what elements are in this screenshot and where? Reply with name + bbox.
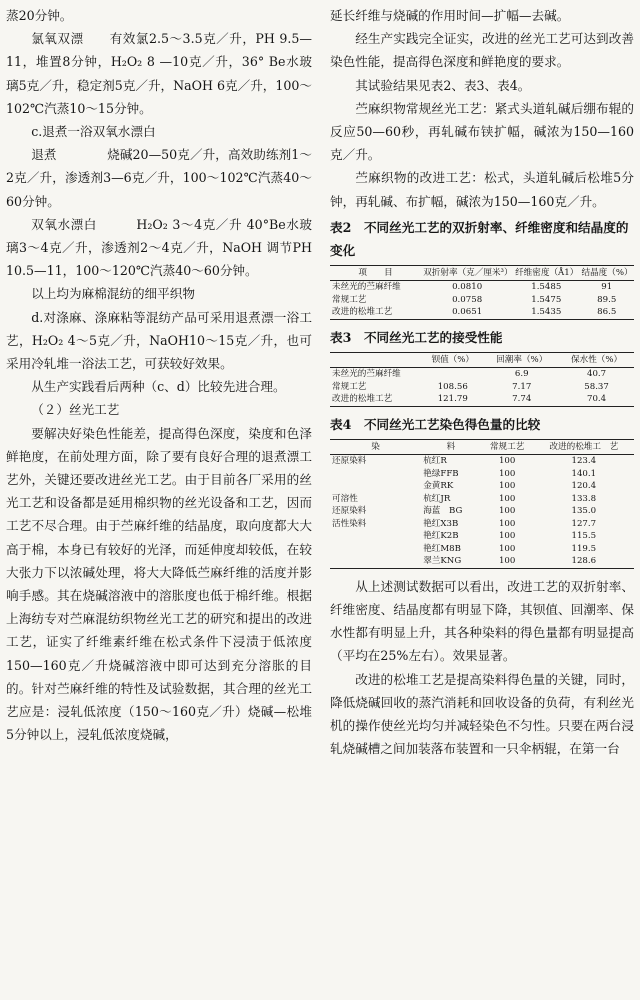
table4-cell: 艳红X3B	[423, 518, 459, 529]
table4-cell: 艳红M8B	[423, 543, 461, 554]
table4-cell	[330, 480, 421, 493]
table4-cell: 120.4	[571, 481, 597, 492]
right-paragraph: 其试验结果见表2、表3、表4。	[355, 77, 531, 93]
table4-cell: 100	[498, 493, 516, 504]
left-paragraph: d.对涤麻、涤麻粘等混纺产品可采用退煮漂一浴工艺，H₂O₂ 4～5克／升，NaOH10～15克／升，也可采用冷轧堆一浴法工艺，可获较好效果。	[6, 309, 312, 372]
table3-cell: 40.7	[587, 369, 607, 380]
table3-cell: 121.79	[437, 394, 468, 405]
table3-caption: 表3 不同丝光工艺的接受性能	[330, 329, 503, 345]
table3-cell: 7.17	[512, 381, 532, 392]
table4-cell: 100	[498, 531, 516, 542]
table2-cell: 1.5485	[531, 282, 562, 293]
left-paragraph: 双氧水漂白 H₂O₂ 3～4克／升 40°Be水玻璃3～4克／升，渗透剂2～4克／升，NaOH 调节PH 10.5—11，100～120℃汽蒸40～60分钟。	[6, 216, 312, 279]
table4-cell: 100	[498, 543, 516, 554]
table4-row	[330, 505, 634, 518]
table3-cell: 常规工艺	[332, 381, 367, 392]
table4	[330, 439, 634, 569]
table2-header-cell: 项 目	[330, 265, 421, 281]
table4-header-cell: 常规工艺	[481, 439, 534, 455]
left-paragraph: 氯氧双漂 有效氯2.5～3.5克／升，PH 9.5—11，堆置8分钟，H₂O₂ 8 —10克／升，36° Be水玻璃5克／升，稳定剂5克／升，NaOH 6克／升，100～102℃汽蒸10～15分钟。	[6, 31, 313, 116]
table2-cell: 89.5	[597, 294, 617, 305]
table3-header-cell	[330, 352, 421, 368]
left-paragraph: （２）丝光工艺	[31, 402, 120, 418]
table3-cell: 7.74	[512, 394, 532, 405]
table3-row	[330, 393, 634, 406]
table4-cell: 金黄RK	[423, 481, 454, 492]
table4-cell: 119.5	[571, 543, 597, 554]
table2-row	[330, 306, 634, 319]
table4-row	[330, 493, 634, 506]
table4-cell: 可溶性	[332, 493, 358, 504]
table3-cell: 6.9	[514, 369, 529, 380]
table3-cell: 未丝光的苎麻纤维	[332, 369, 401, 380]
left-paragraph: 从生产实践看后两种（c、d）比较先进合理。	[31, 379, 286, 395]
table2-row	[330, 281, 634, 294]
left-paragraph: 蒸20分钟。	[6, 8, 73, 23]
table4-cell: 133.8	[571, 493, 597, 504]
table2-header-cell: 纤维密度（Å1）	[513, 265, 579, 281]
table3-header-cell: 回潮率（%）	[484, 352, 559, 368]
table4-cell: 100	[498, 456, 516, 467]
table4-cell: 100	[498, 506, 516, 517]
table4-cell: 杭红JR	[423, 493, 451, 504]
table2-block	[330, 216, 634, 320]
table4-row	[330, 555, 634, 568]
table2-header-cell: 双折射率（克／厘米³）	[421, 265, 513, 281]
table3-row	[330, 368, 634, 381]
table4-cell: 127.7	[571, 518, 597, 529]
table2-cell: 86.5	[597, 307, 617, 318]
right-paragraph: 从上述测试数据可以看出，改进工艺的双折射率、纤维密度、结晶度都有明显下降，其钡值、回潮率、保水性都有明显上升，其各种染料的得色量都有明显提高（平均在25%左右）。效果显著。	[330, 578, 634, 664]
table2-header-cell: 结晶度（%）	[579, 265, 634, 281]
table4-header-cell: 料	[421, 439, 480, 455]
right-column	[330, 4, 634, 760]
table4-cell: 128.6	[571, 556, 597, 567]
table2-caption: 表2 不同丝光工艺的双折射率、纤维密度和结晶度的变化	[330, 219, 629, 258]
table2-cell: 改进的松堆工艺	[332, 307, 393, 318]
table4-cell: 100	[498, 518, 516, 529]
table3-cell: 70.4	[587, 394, 607, 405]
table2-cell: 0.0758	[452, 294, 483, 305]
table4-cell: 艳红K2B	[423, 531, 459, 542]
table4-row	[330, 480, 634, 493]
table4-cell: 翠兰KNG	[423, 556, 462, 567]
right-paragraph: 延长纤维与烧碱的作用时间—扩幅—去碱。	[330, 8, 570, 23]
table4-cell: 活性染料	[332, 518, 367, 529]
table2-cell: 91	[601, 282, 613, 293]
table4-cell: 100	[498, 481, 516, 492]
right-top-text	[330, 4, 634, 213]
right-paragraph: 苎麻织物的改进工艺：松式，头道轧碱后松堆5分钟，再轧碱、布扩幅，碱浓为150—160克／升。	[330, 170, 634, 209]
left-paragraph: 要解决好染色性能差，提高得色深度，染度和色泽鲜艳度，在前处理方面，除了要有良好合理的退煮漂工艺外，关键还要改进丝光工艺。由于目前各厂采用的丝光工艺和设备都是延用棉织物的丝光设备和工艺，因而工艺不尽合理。由于苎麻纤维的结晶度，取向度都大大高于棉，本身已有较好的光泽，而延伸度却较低，在较大张力下以浓碱处理，将大大降低苎麻纤维的活度并影响手感。其在烧碱溶液中的溶胀度也低于棉纤维。根据上海纺专对苎麻混纺织物丝光工艺的研究和提出的改进工艺，证实了纤维素纤维在松式条件下浸渍于低浓度150—160克／升烧碱溶液中即可达到充分溶胀的目的。针对苎麻纤维的特性及试验数据，其合理的丝光工艺应是：浸轧低浓度（150～160克／升）烧碱—松堆5分钟以上，浸轧低浓度烧碱，	[6, 425, 312, 743]
table3-block	[330, 326, 634, 407]
right-bottom-text	[330, 575, 634, 761]
table2-cell: 常规工艺	[332, 294, 367, 305]
table4-header-cell: 改进的松堆工 艺	[534, 439, 634, 455]
table4-cell: 艳绿FFB	[423, 468, 459, 479]
table2-cell: 1.5435	[531, 307, 562, 318]
left-paragraph: 退煮 烧碱20—50克／升，高效助练剂1～2克／升，渗透剂3—6克／升，100～102℃汽蒸40～60分钟。	[6, 147, 312, 209]
table3-header-cell: 保水性（%）	[559, 352, 634, 368]
table2-cell: 0.0810	[452, 282, 483, 293]
left-paragraph: c.退煮一浴双氧水漂白	[31, 124, 156, 140]
table4-cell: 100	[498, 556, 516, 567]
table2-cell: 0.0651	[452, 307, 483, 318]
table4-cell	[330, 543, 421, 556]
table4-cell: 还原染料	[332, 456, 367, 467]
table3-cell: 改进的松堆工艺	[332, 394, 393, 405]
table3-cell	[421, 368, 484, 381]
table3	[330, 352, 634, 407]
table3-cell: 108.56	[437, 381, 468, 392]
table2	[330, 265, 634, 320]
table2-cell: 1.5475	[531, 294, 562, 305]
table4-row	[330, 468, 634, 481]
table4-caption: 表4 不同丝光工艺染色得色量的比较	[330, 416, 541, 432]
table4-cell: 115.5	[571, 531, 597, 542]
table4-cell: 135.0	[571, 506, 597, 517]
table4-row	[330, 455, 634, 468]
table4-cell: 100	[498, 468, 516, 479]
table4-block	[330, 413, 634, 569]
table4-row	[330, 518, 634, 531]
right-paragraph: 改进的松堆工艺是提高染料得色量的关键，同时，降低烧碱回收的蒸汽消耗和回收设备的负荷，有利丝光机的操作使丝光均匀并减轻染色不匀性。只要在两台浸轧烧碱槽之间加装落布装置和一只伞柄辊，在第一台	[330, 671, 634, 757]
table4-cell	[330, 555, 421, 568]
table3-header-cell: 钡值（%）	[421, 352, 484, 368]
table4-cell	[330, 468, 421, 481]
table3-cell: 58.37	[584, 381, 609, 392]
table4-row	[330, 543, 634, 556]
right-paragraph: 经生产实践完全证实，改进的丝光工艺可达到改善染色性能，提高得色深度和鲜艳度的要求。	[330, 31, 634, 70]
table4-cell: 140.1	[571, 468, 597, 479]
left-paragraph: 以上均为麻棉混纺的细平织物	[31, 286, 195, 302]
right-paragraph: 苎麻织物常规丝光工艺：紧式头道轧碱后绷布辊的反应50—60秒，再轧碱布铗扩幅，碱浓为150—160克／升。	[330, 100, 634, 163]
table4-header-cell: 染	[330, 439, 421, 455]
table2-cell: 未丝光的苎麻纤维	[332, 282, 401, 293]
table3-row	[330, 381, 634, 394]
table4-cell: 还原染料	[332, 506, 367, 517]
table4-cell: 123.4	[571, 456, 597, 467]
table4-cell: 杭红R	[423, 456, 447, 467]
table4-cell	[330, 530, 421, 543]
table4-cell: 海蓝 BG	[423, 506, 463, 517]
table2-row	[330, 294, 634, 307]
left-column	[6, 4, 312, 747]
table4-row	[330, 530, 634, 543]
